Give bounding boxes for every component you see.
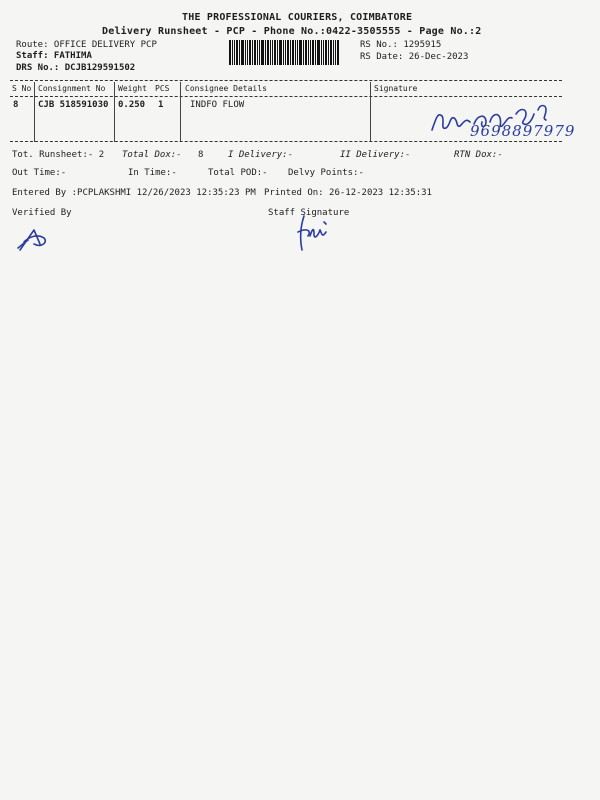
cell-sno: 8 — [13, 100, 19, 110]
staff-signature — [292, 214, 332, 254]
col-divider — [370, 82, 371, 142]
cell-consignee: INDFO FLOW — [190, 100, 245, 110]
verified-by-label: Verified By — [12, 208, 72, 218]
table-top-rule — [10, 80, 562, 81]
runsheet-subtitle: Delivery Runsheet - PCP - Phone No.:0422-3505555 - Page No.:2 — [102, 26, 482, 37]
rtn-dox-label: RTN Dox:- — [454, 150, 503, 160]
cell-consignment: CJB 518591030 — [38, 100, 109, 110]
rs-number: RS No.: 1295915 — [360, 40, 442, 50]
total-dox-label: Total Dox:- — [122, 150, 182, 160]
route-label: Route: OFFICE DELIVERY PCP — [16, 40, 157, 50]
delvy-points-label: Delvy Points:- — [288, 168, 364, 178]
out-time-label: Out Time:- — [12, 168, 67, 178]
drs-number: DRS No.: DCJB129591502 — [16, 63, 136, 73]
table-header-rule — [10, 96, 562, 97]
col-divider — [114, 82, 115, 142]
i-delivery-label: I Delivery:- — [228, 150, 294, 160]
col-header-signature: Signature — [374, 84, 418, 93]
total-dox-value: 8 — [198, 150, 204, 160]
in-time-label: In Time:- — [128, 168, 177, 178]
cell-pcs: 1 — [158, 100, 164, 110]
entered-by: Entered By :PCPLAKSHMI 12/26/2023 12:35:23 PM — [12, 188, 256, 198]
col-header-sno: S No — [12, 84, 32, 93]
verified-by-signature — [14, 222, 54, 254]
col-header-consignment: Consignment No — [38, 84, 106, 93]
col-divider — [180, 82, 181, 142]
staff-signature-label: Staff Signature — [268, 208, 350, 218]
ii-delivery-label: II Delivery:- — [340, 150, 411, 160]
col-header-consignee: Consignee Details — [185, 84, 267, 93]
col-divider — [34, 82, 35, 142]
col-header-pcs: PCS — [155, 84, 170, 93]
printed-on: Printed On: 26-12-2023 12:35:31 — [264, 188, 432, 198]
rs-date: RS Date: 26-Dec-2023 — [360, 52, 469, 62]
total-runsheet: Tot. Runsheet:- 2 — [12, 150, 105, 160]
receiver-phone: 9698897979 — [470, 122, 576, 140]
staff-label: Staff: FATHIMA — [16, 51, 92, 61]
cell-weight: 0.250 — [118, 100, 146, 110]
total-pod-label: Total POD:- — [208, 168, 268, 178]
col-header-weight: Weight — [118, 84, 147, 93]
barcode — [229, 40, 351, 65]
company-title: THE PROFESSIONAL COURIERS, COIMBATORE — [182, 12, 413, 23]
